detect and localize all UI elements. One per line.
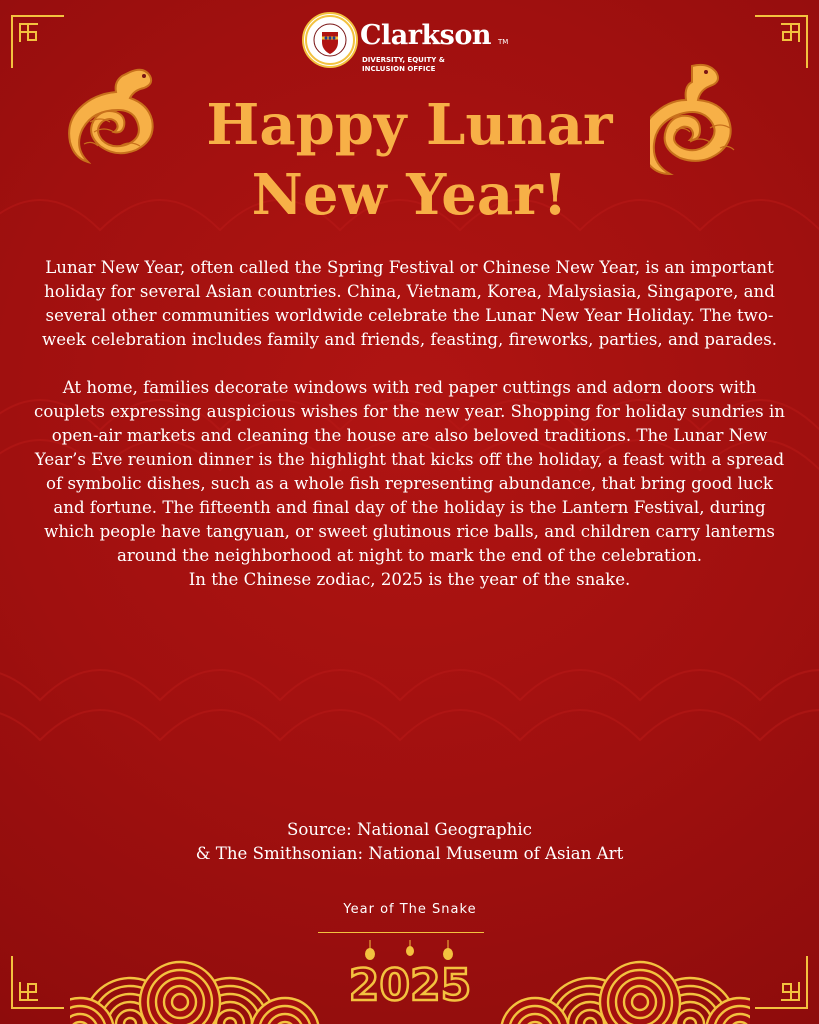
source-line-2: & The Smithsonian: National Museum of Asian Art bbox=[195, 844, 624, 863]
corner-ornament-top-left bbox=[8, 12, 68, 72]
trademark-mark: TM bbox=[498, 38, 509, 46]
university-seal-icon bbox=[302, 12, 358, 68]
headline bbox=[150, 90, 669, 230]
paragraph-intro: Lunar New Year, often called the Spring Festival or Chinese New Year, is an important holiday for several Asian countries. China, Vietnam, Korea, Malysiasia, Singapore, and several other communities worldwide celebrate the Lunar New Year Holiday. The two-week celebration includes family and friends, feasting, fireworks, parties, and parades. bbox=[41, 258, 778, 349]
wave-ornament-right bbox=[500, 936, 750, 1024]
clarkson-logo bbox=[302, 12, 532, 92]
source-line-1: Source: National Geographic bbox=[287, 820, 532, 839]
corner-ornament-bottom-right bbox=[751, 952, 811, 1012]
headline-line-2: New Year! bbox=[251, 162, 568, 228]
paragraph-zodiac: In the Chinese zodiac, 2025 is the year of the snake. bbox=[188, 570, 631, 589]
year-2025-text: 2025 bbox=[348, 960, 472, 1010]
body-text bbox=[30, 256, 789, 592]
year-of-snake-label: Year of The Snake bbox=[343, 902, 477, 917]
corner-ornament-bottom-left bbox=[8, 952, 68, 1012]
wave-ornament-left bbox=[70, 936, 320, 1024]
source-credits bbox=[30, 818, 789, 866]
headline-line-1: Happy Lunar bbox=[206, 92, 613, 158]
paragraph-traditions: At home, families decorate windows with red paper cuttings and adorn doors with couplets expressing auspicious wishes for the new year. Shopping for holiday sundries in open-air markets and cleaning the house are also beloved traditions. The Lunar New Year’s Eve reunion dinner is the highlight that kicks off the holiday, a feast with a spread of symbolic dishes, such as a whole fish representing abundance, that bring good luck and fortune. The fifteenth and final day of the holiday is the Lantern Festival, during which people have tangyuan, or sweet glutinous rice balls, and children carry lanterns around the neighborhood at night to mark the end of the celebration. bbox=[34, 378, 785, 565]
logo-wordmark: Clarkson bbox=[360, 20, 492, 51]
year-2025-graphic bbox=[330, 940, 490, 1010]
gold-divider bbox=[318, 932, 484, 933]
office-name: DIVERSITY, EQUITY & INCLUSION OFFICE bbox=[362, 56, 445, 73]
